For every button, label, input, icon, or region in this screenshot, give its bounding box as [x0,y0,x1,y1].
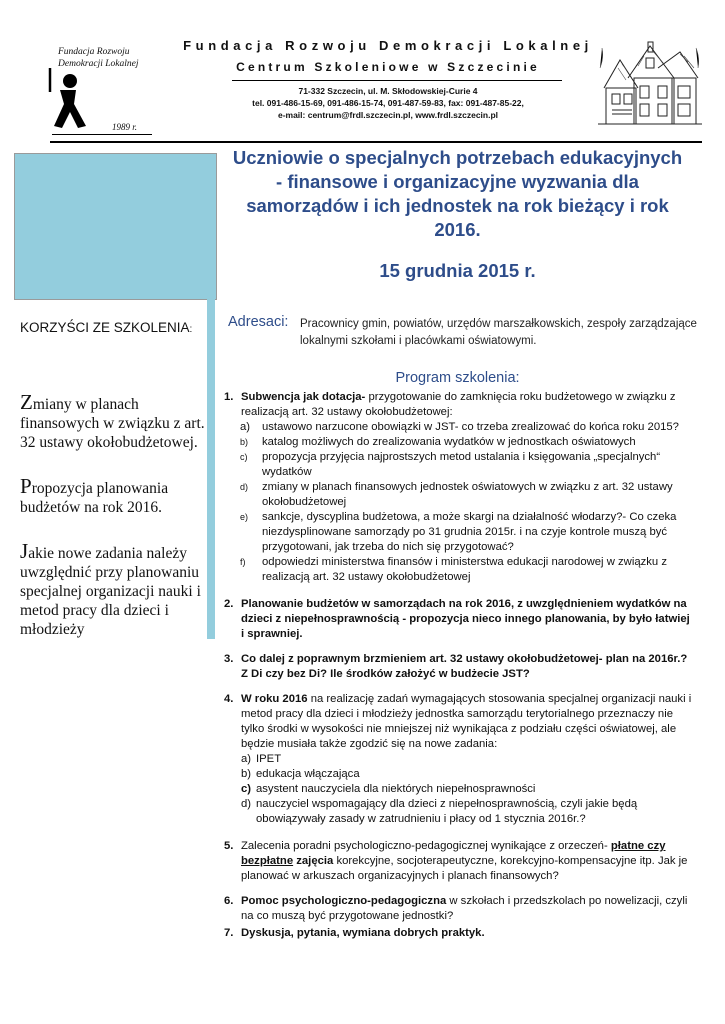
sub-item: a) IPET [241,753,282,765]
org-name: Fundacja Rozwoju Demokracji Lokalnej [183,38,593,53]
program-item-1-subs [222,420,692,585]
sub-item: b) katalog możliwych do zrealizowania wydatków w jednostkach oświatowych [240,436,636,448]
sidebar-panel [14,153,217,300]
program-item-2: 2. Planowanie budżetów w samorządach na rok 2016, z uwzględnieniem wydatków na dzieci z niepełnosprawnością - propozycja nieco innego planowania, by było łatwiej i sprawniej. [224,598,690,640]
logo-name: Fundacja Rozwoju Demokracji Lokalnej [58,47,139,69]
sub-item: d) zmiany w planach finansowych jednostek oświatowych w związku z art. 32 ustawy okołobudżetowej [240,481,673,508]
sub-item: b) edukacja włączająca [241,768,360,780]
benefits-heading: KORZYŚCI ZE SZKOLENIA [20,320,190,335]
sub-item: e) sankcje, dyscyplina budżetowa, a może skargi na działalność włodarzy?- Co czeka niezdysplinowane samorządy po 31 grudnia 2015r. i na czyje kontrole muszą być przygotowani, jak trzeba do nich się przygotować? [240,511,677,553]
program-title: Program szkolenia: [395,370,520,386]
header-rule [50,141,702,143]
center-name: Centrum Szkoleniowe w Szczecinie [236,60,540,74]
sub-item: c) asystent nauczyciela dla niektórych niepełnosprawności [241,783,536,795]
sub-item: c) propozycja przyjęcia najprostszych metod ustalania i księgowania „specjalnych“ wydatków [240,451,661,478]
benefit-2: Propozycja planowania budżetów na rok 2016. [20,474,169,516]
sub-item: d) nauczyciel wspomagający dla dzieci z niepełnosprawnością, czyli jakie będą obowiązywały zasady w zatrudnieniu i płacy od 1 stycznia 2016r.? [241,798,638,825]
header-divider [232,80,562,81]
page-title: Uczniowie o specjalnych potrzebach edukacyjnych - finansowe i organizacyjne wyzwania dla samorządów i ich jednostek na rok bieżący i rok 2016. [232,147,683,240]
org-address: 71-332 Szczecin, ul. M. Skłodowskiej-Curie 4 [298,86,478,96]
program-list [222,390,692,947]
org-email: e-mail: centrum@frdl.szczecin.pl, www.frdl.szczecin.pl [277,110,499,120]
foundation-logo-figure-icon [46,68,96,130]
building-drawing-icon [598,38,702,130]
program-item-4-subs [241,752,692,827]
sub-item: f) odpowiedzi ministerstwa finansów i ministerstwa edukacji narodowej w związku z realizacją art. 32 ustawy okołobudżetowej [240,556,667,583]
benefit-3: Jakie nowe zadania należy uwzględnić przy planowaniu specjalnej organizacji nauki i metod pracy dla dzieci i młodzieży [20,539,201,638]
program-item-4: 4. W roku 2016 na realizację zadań wymagających stosowania specjalnej organizacji nauki i metod pracy dla dzieci i młodzieży jednostka samorządu terytorialnego przeznaczy nie tylko środki w wysokości nie mniejszej niż wynikająca z podziału części oświatowej, ale będzie musiała także zgodzić się na nowe zadania: a) IPET b) edukacja włączająca c) asystent nauczyciela dla niektórych niepełnosprawności d) nauczyciel wspomagający dla dzieci z niepełnosprawnością, czyli jakie będą obowiązywały zasady w zatrudnieniu i płacy od 1 stycznia 2016r.? [224,693,692,825]
sidebar-benefits [20,318,210,639]
sub-item: a) ustawowo narzucone obowiązki w JST- co trzeba zrealizować do końca roku 2015? [240,421,679,433]
program-item-6: 6. Pomoc psychologiczno-pedagogiczna w szkołach i przedszkolach po nowelizacji, czyli na co muszą być przygotowane jednostki? [224,895,688,922]
logo-year: 1989 r. [112,122,138,132]
program-item-1: 1. Subwencja jak dotacja- przygotowanie do zamknięcia roku budżetowego w związku z realizacją art. 32 ustawy okołobudżetowej: a) ustawowo narzucone obowiązki w JST- co trzeba zrealizować do końca roku 2015? b) katalog możliwych do zrealizowania wydatków w jednostkach oświatowych c) propozycja przyjęcia najprostszych metod ustalania i księgowania „specjalnych“ wydatków d) zmiany w planach finansowych jednostek oświatowych w związku z art. 32 ustawy okołobudżetowej e) sankcje, dyscyplina budżetowa, a może skargi na działalność włodarzy?- Co czeka niezdysplinowane samorządy po 31 grudnia 2015r. i na czyje kontrole muszą być przygotowani, jak trzeba do nich się przygotować? f) odpowiedzi ministerstwa finansów i ministerstwa edukacji narodowej w związku z realizacją art. 32 ustawy okołobudżetowej [222,390,692,585]
event-date: 15 grudnia 2015 r. [379,260,536,281]
addressees-label: Adresaci: [228,314,289,330]
org-phones: tel. 091-486-15-69, 091-486-15-74, 091-487-59-83, fax: 091-487-85-22, [252,98,524,108]
program-item-3: 3. Co dalej z poprawnym brzmieniem art. 32 ustawy okołobudżetowej- plan na 2016r.? Z Di czy bez Di? Ile środków założyć w budżecie JST? [224,653,688,680]
program-item-5: 5. Zalecenia poradni psychologiczno-pedagogicznej wynikające z orzeczeń- płatne czy bezpłatne zajęcia korekcyjne, socjoterapeutyczne, korekcyjno-kompensacyjne itp. Jak je planować w arkuszach organizacyjnych i planach finansowych? [224,840,688,882]
benefit-1: Zmiany w planach finansowych w związku z art. 32 ustawy okołobudżetowej. [20,390,205,451]
logo-divider [52,134,152,135]
addressees-text: Pracownicy gmin, powiatów, urzędów marszałkowskich, zespoły zarządzające lokalnymi szkołami i placówkami oświatowymi. [300,318,697,347]
program-item-7: 7. Dyskusja, pytania, wymiana dobrych praktyk. [224,927,485,939]
benefits-heading-colon: : [189,324,193,335]
